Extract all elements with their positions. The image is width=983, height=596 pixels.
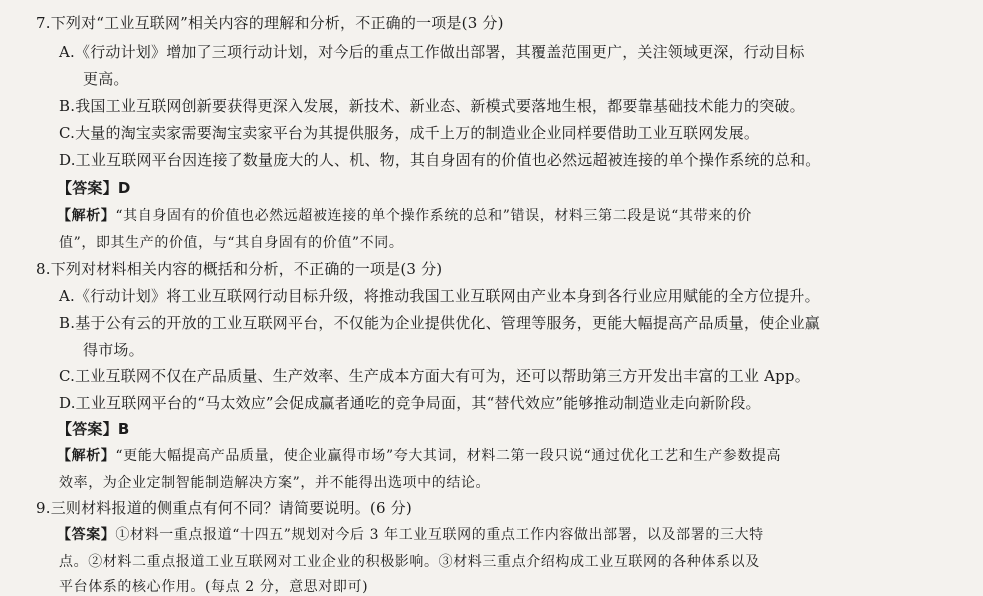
q7-answer-value: D [117, 179, 131, 197]
q8-analysis-cont: 效率，为企业定制智能制造解决方案”，并不能得出选项中的结论。 [59, 475, 491, 491]
q9-answer-text: ①材料一重点报道“十四五”规划对今后 3 年工业互联网的重点工作内容做出部署，以及部署的三大特 [115, 527, 764, 543]
q7-option-d: D.工业互联网平台因连接了数量庞大的人、机、物，其自身固有的价值也必然远超被连接的单个操作系统的总和。 [59, 151, 821, 169]
q8-analysis [57, 445, 781, 465]
q7-option-a: A.《行动计划》增加了三项行动计划，对今后的重点工作做出部署，其覆盖范围更广，关注领域更深，行动目标 [59, 43, 805, 61]
q7-option-a-cont: 更高。 [83, 70, 129, 88]
q8-answer-value: B [117, 420, 130, 438]
q9-answer-label: 【答案】 [57, 527, 116, 543]
q7-analysis-label: 【解析】 [57, 208, 116, 224]
q8-option-a: A.《行动计划》将工业互联网行动目标升级，将推动我国工业互联网由产业本身到各行业应用赋能的全方位提升。 [59, 287, 820, 305]
q8-stem: 8.下列对材料相关内容的概括和分析，不正确的一项是(3 分) [36, 260, 443, 278]
q7-answer [57, 177, 130, 198]
q9-answer-cont-2: 平台体系的核心作用。(每点 2 分，意思对即可) [59, 579, 369, 595]
q9-stem: 9.三则材料报道的侧重点有何不同？请简要说明。(6 分) [36, 499, 412, 517]
q7-option-b: B.我国工业互联网创新要获得更深入发展，新技术、新业态、新模式要落地生根，都要靠基础技术能力的突破。 [59, 97, 805, 115]
q8-analysis-text: “更能大幅提高产品质量，使企业赢得市场”夸大其词，材料二第一段只说“通过优化工艺和生产参数提高 [115, 448, 782, 464]
q9-answer [57, 524, 764, 544]
q8-option-d: D.工业互联网平台的“马太效应”会促成赢者通吃的竞争局面，其“替代效应”能够推动制造业走向新阶段。 [59, 394, 761, 412]
q8-analysis-label: 【解析】 [57, 448, 116, 464]
q7-option-c: C.大量的淘宝卖家需要淘宝卖家平台为其提供服务，成千上万的制造业企业同样要借助工业互联网发展。 [59, 124, 760, 142]
q7-stem: 7.下列对“工业互联网”相关内容的理解和分析，不正确的一项是(3 分) [36, 14, 504, 32]
q7-analysis-cont: 值”，即其生产的价值，与“其自身固有的价值”不同。 [59, 235, 404, 251]
q7-answer-label: 【答案】 [57, 179, 118, 197]
q8-option-b-cont: 得市场。 [83, 341, 144, 359]
q8-answer [57, 418, 129, 439]
q8-option-c: C.工业互联网不仅在产品质量、生产效率、生产成本方面大有可为，还可以帮助第三方开发出丰富的工业 App。 [59, 367, 810, 385]
q8-answer-label: 【答案】 [57, 420, 118, 438]
q7-analysis [57, 205, 752, 225]
q9-answer-cont-1: 点。②材料二重点报道工业互联网对工业企业的积极影响。③材料三重点介绍构成工业互联网的各种体系以及 [59, 554, 760, 570]
q8-option-b: B.基于公有云的开放的工业互联网平台，不仅能为企业提供优化、管理等服务，更能大幅提高产品质量，使企业赢 [59, 314, 820, 332]
q7-analysis-text: “其自身固有的价值也必然远超被连接的单个操作系统的总和”错误，材料三第二段是说“其带来的价 [115, 208, 752, 224]
